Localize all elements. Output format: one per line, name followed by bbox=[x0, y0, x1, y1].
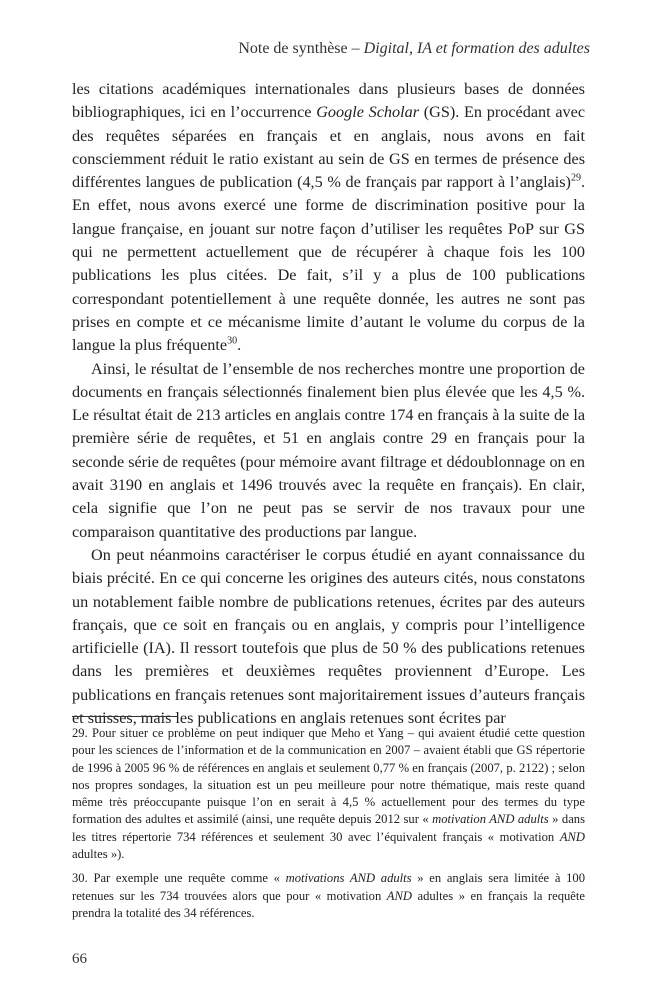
footnote-ref-30[interactable]: 30 bbox=[227, 335, 238, 347]
paragraph-1 bbox=[72, 78, 585, 358]
running-header bbox=[238, 40, 590, 58]
footnote-29 bbox=[72, 725, 585, 863]
footnote-operator: AND bbox=[386, 888, 412, 903]
footnotes bbox=[72, 725, 585, 929]
footnote-ref-29[interactable]: 29 bbox=[570, 172, 581, 184]
google-scholar-term: Google Scholar bbox=[316, 103, 419, 122]
paragraph-3: On peut néanmoins caractériser le corpus étudié en ayant connaissance du biais précité. En ce qui concerne les origines des auteurs cités, nous constatons un notablement faible nombre de publications retenues, écrites par des auteurs français, que ce soit en français ou en anglais, y compris pour l’intelligence artificielle (IA). Il ressort toutefois que plus de 50 % des publications retenues dans les premières et deuxièmes requêtes proviennent d’Europe. Les publications en français retenues sont majoritairement issues d’auteurs français et suisses, mais les publications en anglais retenues sont écrites par bbox=[72, 545, 585, 728]
header-prefix: Note de synthèse – bbox=[238, 40, 364, 57]
paragraph-1-part: les citations académiques internationales dans plusieurs bases de données bibliographiques, ici en l’occurrence bbox=[72, 80, 585, 122]
footnote-text: adultes » en français la requête prendra la totalité des 34 références. bbox=[72, 888, 585, 920]
page-number: 66 bbox=[72, 951, 87, 967]
footnote-text: Pour situer ce problème on peut indiquer que Meho et Yang – qui avaient étudié cette question pour les sciences de l’information et de la communication en 2007 – avaient établi que GS répertorie de 1996 à 2005 96 % de références en anglais et seulement 0,77 % en français (2007, p. 2122) ; selon nos propres sondages, la situation est un peu meilleure pour notre thématique, mais reste quand même très préoccupante puisque l’on en serait à 4,5 % actuellement pour des termes du type formation des adultes et assimilé (ainsi, une requête depuis 2012 sur « bbox=[72, 726, 585, 827]
footnote-text: adultes »). bbox=[72, 847, 125, 862]
paragraph-1-part: . En effet, nous avons exercé une forme de discrimination positive pour la langue française, en jouant sur notre façon d’utiliser les requêtes PoP sur GS qui ne permettent actuellement que de récupérer à chaque fois les 100 publications les plus citées. De fait, s’il y a plus de 100 publications correspondant potentiellement à une requête donnée, les autres ne sont pas prises en compte et ce mécanisme limite d’autant le volume du corpus de la langue la plus fréquente bbox=[72, 173, 585, 355]
main-text bbox=[72, 78, 585, 730]
footnote-text: Par exemple une requête comme « bbox=[87, 871, 286, 886]
footnote-number: 29. bbox=[72, 726, 88, 740]
header-title: Digital, IA et formation des adultes bbox=[363, 40, 590, 57]
footnote-number: 30. bbox=[72, 871, 88, 886]
footnote-text: » en anglais sera limitée à 100 retenues sur les 734 trouvées alors que pour « motivation bbox=[72, 871, 585, 903]
footnote-30 bbox=[72, 870, 585, 922]
paragraph-1-part: (GS). En procédant avec des requêtes séparées en français et en anglais, nous avons en fait consciemment réduit le ratio existant au sein de GS en termes de présence des différentes langues de publication (4,5 % de français par rapport à l’anglais) bbox=[72, 103, 586, 192]
footnote-divider bbox=[72, 716, 177, 717]
footnote-query: motivations AND adults bbox=[285, 871, 412, 886]
footnote-query: motivation AND adults bbox=[432, 812, 549, 827]
footnote-text: » dans les titres répertorie 734 références et seulement 30 avec l’équivalent français « motivation bbox=[72, 812, 585, 844]
paragraph-2: Ainsi, le résultat de l’ensemble de nos recherches montre une proportion de documents en français sélectionnés finalement bien plus élevée que les 4,5 %. Le résultat était de 213 articles en anglais contre 174 en français à la suite de la première série de requêtes, et 51 en anglais contre 29 en français pour la seconde série de requêtes (pour mémoire avant filtrage et dédoublonnage on en avait 3190 en anglais et 1496 trouvés avec la requête en français). En clair, cela signifie que l’on ne peut pas se servir de nos travaux pour une comparaison quantitative des productions par langue. bbox=[72, 359, 585, 541]
footnote-operator: AND bbox=[559, 829, 585, 844]
paragraph-1-part: . bbox=[237, 336, 242, 355]
